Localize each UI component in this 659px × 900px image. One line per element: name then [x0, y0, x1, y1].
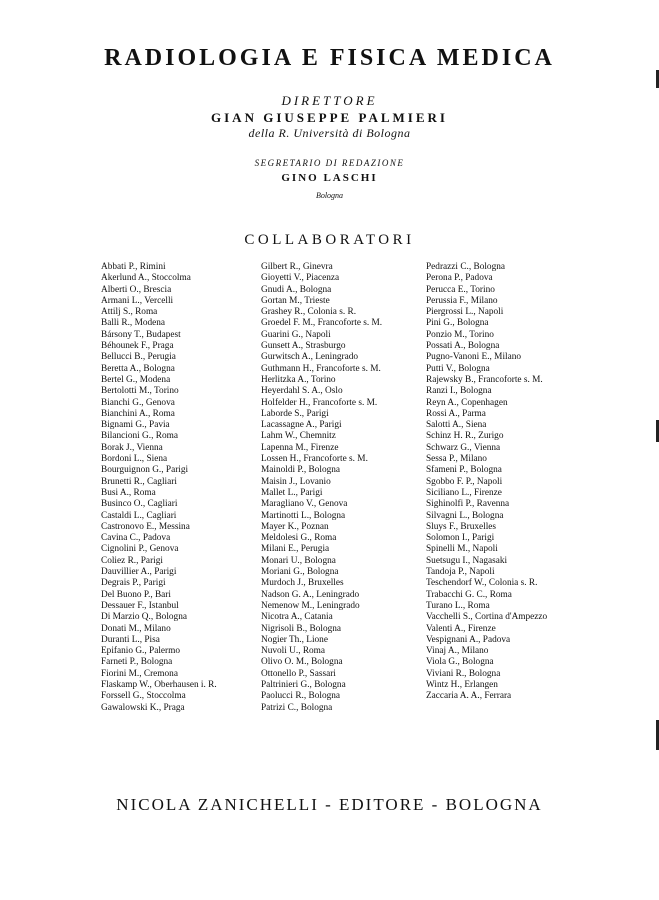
collaborator-entry: Siciliano L., Firenze	[426, 487, 502, 498]
collaborator-entry: Teschendorf W., Colonia s. R.	[426, 578, 538, 589]
collaborators-heading: COLLABORATORI	[244, 232, 415, 248]
collaborator-entry: Nemenow M., Leningrado	[261, 600, 360, 611]
collaborator-entry: Di Marzio Q., Bologna	[101, 612, 187, 623]
collaborator-entry: Valenti A., Firenze	[426, 623, 496, 634]
collaborator-entry: Vinaj A., Milano	[426, 646, 489, 657]
director-name: GIAN GIUSEPPE PALMIERI	[211, 110, 448, 125]
collaborator-entry: Ponzio M., Torino	[426, 329, 494, 340]
collaborator-entry: Bourguignon G., Parigi	[101, 465, 189, 476]
collaborator-entry: Bianchi G., Genova	[101, 397, 175, 408]
collaborator-entry: Nogier Th., Lione	[261, 634, 328, 645]
collaborator-entry: Groedel F. M., Francoforte s. M.	[261, 318, 383, 329]
collaborator-entry: Turano L., Roma	[426, 600, 490, 611]
collaborator-entry: Nicotra A., Catania	[261, 612, 333, 623]
director-label: DIRETTORE	[281, 93, 378, 108]
collaborator-entry: Béhounek F., Praga	[101, 341, 174, 352]
collaborator-entry: Bignami G., Pavia	[101, 420, 170, 431]
collaborator-entry: Vacchelli S., Cortina d'Ampezzo	[426, 612, 548, 623]
collaborator-entry: Vespignani A., Padova	[426, 634, 511, 645]
collaborator-entry: Laborde S., Parigi	[261, 408, 329, 419]
collaborator-entry: Gortan M., Trieste	[261, 295, 330, 306]
collaborator-entry: Nigrisoli B., Bologna	[261, 623, 342, 634]
collaborator-entry: Borak J., Vienna	[101, 442, 163, 453]
collaborator-entry: Gioyetti V., Piacenza	[261, 273, 340, 284]
collaborator-entry: Solomon I., Parigi	[426, 533, 495, 544]
collaborator-entry: Patrizi C., Bologna	[261, 702, 333, 713]
collaborator-entry: Nuvoli U., Roma	[261, 646, 326, 657]
collaborator-entry: Moriani G., Bologna	[261, 567, 339, 578]
collaborator-entry: Farneti P., Bologna	[101, 657, 173, 668]
collaborator-entry: Piergrossi L., Napoli	[426, 307, 504, 318]
collaborator-entry: Bársony T., Budapest	[101, 329, 181, 340]
collaborator-entry: Gnudi A., Bologna	[261, 284, 332, 295]
secretary-city: Bologna	[315, 191, 344, 200]
collaborator-entry: Trabacchi G. C., Roma	[426, 589, 512, 600]
collaborator-entry: Perussia F., Milano	[426, 295, 498, 306]
collaborator-entry: Forssell G., Stoccolma	[101, 691, 186, 702]
collaborator-entry: Pedrazzi C., Bologna	[426, 262, 506, 272]
collaborator-entry: Viola G., Bologna	[426, 657, 494, 668]
collaborator-entry: Businco O., Cagliari	[101, 499, 178, 510]
collaborator-entry: Putti V., Bologna	[426, 363, 490, 374]
collaborator-entry: Busi A., Roma	[101, 487, 156, 498]
collaborator-entry: Reyn A., Copenhagen	[426, 397, 508, 408]
collaborator-entry: Sluys F., Bruxelles	[426, 521, 497, 532]
collaborator-entry: Beretta A., Bologna	[101, 363, 175, 374]
collaborator-entry: Bordoni L., Siena	[101, 454, 168, 465]
collaborator-entry: Bilancioni G., Roma	[101, 431, 178, 442]
collaborator-entry: Flaskamp W., Oberhausen i. R.	[101, 679, 217, 690]
collaborator-entry: Dauvillier A., Parigi	[101, 567, 177, 578]
collaborator-entry: Paltrinieri G., Bologna	[261, 679, 346, 690]
collaborator-entry: Paolucci R., Bologna	[261, 691, 341, 702]
collaborator-entry: Brunetti R., Cagliari	[101, 476, 177, 487]
collaborator-entry: Armani L., Vercelli	[101, 295, 174, 306]
collaborator-entry: Maisin J., Lovanio	[261, 476, 331, 487]
collaborator-entry: Herlitzka A., Torino	[261, 374, 336, 385]
collaborator-entry: Spinelli M., Napoli	[426, 544, 498, 555]
collaborator-entry: Akerlund A., Stoccolma	[101, 273, 191, 284]
journal-title: RADIOLOGIA E FISICA MEDICA	[104, 45, 555, 71]
collaborator-entry: Ottonello P., Sassari	[261, 668, 336, 679]
collaborator-entry: Holfelder H., Francoforte s. M.	[261, 397, 378, 408]
secretary-name: GINO LASCHI	[281, 172, 378, 184]
collaborator-entry: Duranti L., Pisa	[101, 634, 160, 645]
collaborator-entry: Cignolini P., Genova	[101, 544, 179, 555]
collaborator-entry: Abbati P., Rimini	[101, 262, 166, 272]
collaborator-entry: Monari U., Bologna	[261, 555, 336, 566]
collaborator-entry: Ranzi I., Bologna	[426, 386, 492, 397]
collaborator-entry: Perucca E., Torino	[426, 284, 495, 295]
collaborator-entry: Dessauer F., Istanbul	[101, 600, 179, 611]
collaborator-entry: Silvagni L., Bologna	[426, 510, 504, 521]
secretary-label: SEGRETARIO DI REDAZIONE	[254, 158, 405, 168]
collaborator-entry: Sessa P., Milano	[426, 454, 487, 465]
collaborator-entry: Castronovo E., Messina	[101, 521, 190, 532]
collaborator-entry: Schinz H. R., Zurigo	[426, 431, 504, 442]
collaborator-entry: Nadson G. A., Leningrado	[261, 589, 360, 600]
collaborator-entry: Alberti O., Brescia	[101, 284, 172, 295]
collaborator-entry: Sfameni P., Bologna	[426, 465, 502, 476]
collaborator-entry: Olivo O. M., Bologna	[261, 657, 343, 668]
collaborator-entry: Bellucci B., Perugia	[101, 352, 176, 363]
collaborator-entry: Lossen H., Francoforte s. M.	[261, 454, 368, 465]
collaborator-entry: Attilj S., Roma	[101, 307, 158, 318]
collaborator-entry: Gunsett A., Strasburgo	[261, 341, 346, 352]
collaborator-entry: Cavina C., Padova	[101, 533, 171, 544]
collaborator-entry: Bertolotti M., Torino	[101, 386, 179, 397]
collaborator-entry: Guthmann H., Francoforte s. M.	[261, 363, 381, 374]
collaborator-entry: Sighinolfi P., Ravenna	[426, 499, 510, 510]
collaborator-entry: Grashey R., Colonia s. R.	[261, 307, 357, 318]
collaborator-entry: Mayer K., Poznan	[261, 521, 329, 532]
collaborator-entry: Meldolesi G., Roma	[261, 533, 337, 544]
collaborator-entry: Salotti A., Siena	[426, 420, 487, 431]
collaborator-entry: Viviani R., Bologna	[426, 668, 501, 679]
collaborator-entry: Maragliano V., Genova	[261, 499, 348, 510]
collaborator-entry: Rajewsky B., Francoforte s. M.	[426, 374, 543, 385]
collaborator-entry: Lapenna M., Firenze	[261, 442, 339, 453]
collaborator-entry: Perona P., Padova	[426, 273, 493, 284]
collaborator-entry: Gilbert R., Ginevra	[261, 262, 333, 272]
collaborator-entry: Milani E., Perugia	[261, 544, 330, 555]
collaborator-entry: Wintz H., Erlangen	[426, 679, 498, 690]
collaborator-entry: Donati M., Milano	[101, 623, 171, 634]
collaborator-entry: Murdoch J., Bruxelles	[261, 578, 344, 589]
collaborator-entry: Epifanio G., Palermo	[101, 646, 181, 657]
director-affiliation: della R. Università di Bologna	[248, 126, 411, 140]
collaborator-entry: Martinotti L., Bologna	[261, 510, 346, 521]
collaborator-entry: Sgobbo F. P., Napoli	[426, 476, 503, 487]
collaborator-entry: Bianchini A., Roma	[101, 408, 175, 419]
publisher-footer: NICOLA ZANICHELLI - EDITORE - BOLOGNA	[116, 795, 543, 814]
collaborator-entry: Tandoja P., Napoli	[426, 567, 495, 578]
collaborator-entry: Castaldi L., Cagliari	[101, 510, 177, 521]
collaborator-entry: Rossi A., Parma	[426, 408, 486, 419]
collaborator-entry: Mallet L., Parigi	[261, 487, 323, 498]
collaborator-entry: Del Buono P., Bari	[101, 589, 171, 600]
collaborator-entry: Bertel G., Modena	[101, 374, 171, 385]
collaborator-entry: Degrais P., Parigi	[101, 578, 166, 589]
collaborator-entry: Pini G., Bologna	[426, 318, 489, 329]
collaborator-entry: Heyerdahl S. A., Oslo	[261, 386, 343, 397]
collaborator-entry: Coliez R., Parigi	[101, 555, 163, 566]
collaborator-entry: Balli R., Modena	[101, 318, 166, 329]
collaborators-column-2	[261, 262, 426, 714]
collaborator-entry: Zaccaria A. A., Ferrara	[426, 691, 512, 702]
collaborator-entry: Pugno-Vanoni E., Milano	[426, 352, 522, 363]
collaborator-entry: Lacassagne A., Parigi	[261, 420, 342, 431]
collaborator-entry: Mainoldi P., Bologna	[261, 465, 341, 476]
collaborator-entry: Gurwitsch A., Leningrado	[261, 352, 359, 363]
collaborator-entry: Suetsugu I., Nagasaki	[426, 555, 508, 566]
collaborator-entry: Guarini G., Napoli	[261, 329, 331, 340]
collaborator-entry: Schwarz G., Vienna	[426, 442, 501, 453]
collaborator-entry: Lahm W., Chemnitz	[261, 431, 336, 442]
collaborator-entry: Possati A., Bologna	[426, 341, 500, 352]
collaborator-entry: Gawalowski K., Praga	[101, 702, 185, 713]
collaborators-column-3	[426, 262, 591, 703]
collaborator-entry: Fiorini M., Cremona	[101, 668, 178, 679]
collaborators-column-1	[101, 262, 261, 714]
